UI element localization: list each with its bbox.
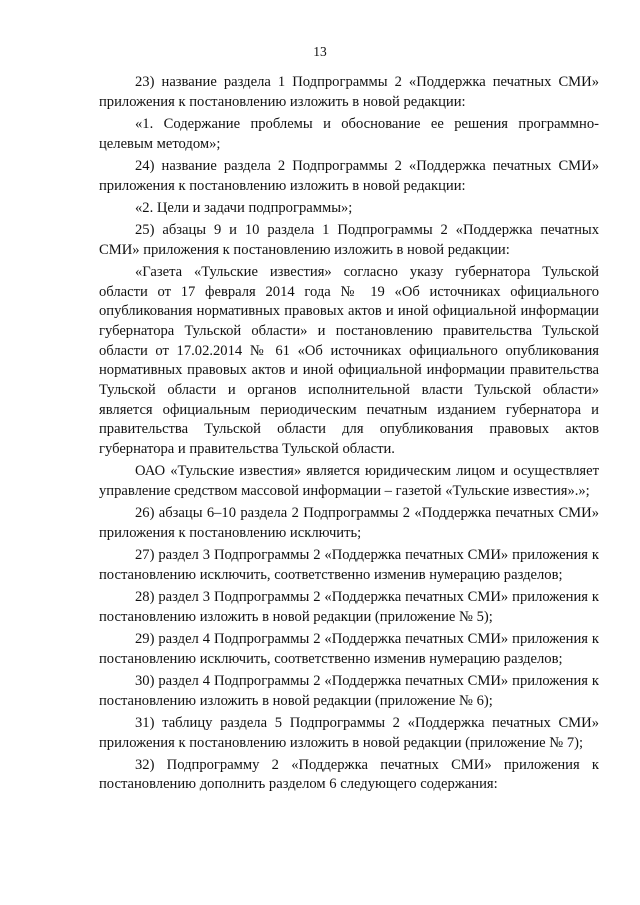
paragraph-quote-section-1-title: «1. Содержание проблемы и обоснование ее решения программно-целевым методом»;: [99, 115, 599, 152]
paragraph-item-25: 25) абзацы 9 и 10 раздела 1 Подпрограммы 2 «Поддержка печатных СМИ» приложения к постановлению изложить в новой редакции:: [99, 221, 599, 258]
paragraph-item-27: 27) раздел 3 Подпрограммы 2 «Поддержка печатных СМИ» приложения к постановлению исключить, соответственно изменив нумерацию разделов;: [99, 547, 599, 583]
paragraph-item-31: 31) таблицу раздела 5 Подпрограммы 2 «Поддержка печатных СМИ» приложения к постановлению изложить в новой редакции (приложение № 7);: [99, 714, 599, 751]
paragraph-item-29: 29) раздел 4 Подпрограммы 2 «Поддержка печатных СМИ» приложения к постановлению исключить, соответственно изменив нумерацию разделов;: [99, 630, 599, 667]
paragraph-item-24: 24) название раздела 2 Подпрограммы 2 «Поддержка печатных СМИ» приложения к постановлению изложить в новой редакции:: [99, 157, 599, 194]
paragraph-item-32: 32) Подпрограмму 2 «Поддержка печатных СМИ» приложения к постановлению дополнить разделом 6 следующего содержания:: [99, 756, 599, 793]
paragraph-item-26: 26) абзацы 6–10 раздела 2 Подпрограммы 2 «Поддержка печатных СМИ» приложения к постановлению исключить;: [99, 505, 599, 541]
document-body: [99, 73, 599, 795]
page-number: 13: [313, 44, 327, 59]
paragraph-item-23: 23) название раздела 1 Подпрограммы 2 «Поддержка печатных СМИ» приложения к постановлению изложить в новой редакции:: [99, 74, 599, 110]
paragraph-quote-oao: ОАО «Тульские известия» является юридическим лицом и осуществляет управление средством массовой информации – газетой «Тульские известия».»;: [99, 463, 599, 500]
paragraph-quote-newspaper-status: «Газета «Тульские известия» согласно указу губернатора Тульской области от 17 февраля 2014 года № 19 «Об источниках официального опубликования нормативных правовых актов и иной официальной информации губернатора Тульской области» и постановлению правительства Тульской области от 17.02.2014 № 61 «Об источниках официального опубликования нормативных правовых актов и иной официальной информации правительства Тульской области и органов исполнительной власти Тульской области» является официальным периодическим печатным изданием губернатора и правительства Тульской области для опубликования правовых актов губернатора и правительства Тульской области.: [99, 263, 599, 458]
paragraph-item-30: 30) раздел 4 Подпрограммы 2 «Поддержка печатных СМИ» приложения к постановлению изложить в новой редакции (приложение № 6);: [99, 672, 599, 709]
paragraph-quote-section-2-title: «2. Цели и задачи подпрограммы»;: [135, 199, 353, 216]
paragraph-item-28: 28) раздел 3 Подпрограммы 2 «Поддержка печатных СМИ» приложения к постановлению изложить в новой редакции (приложение № 5);: [99, 589, 599, 625]
